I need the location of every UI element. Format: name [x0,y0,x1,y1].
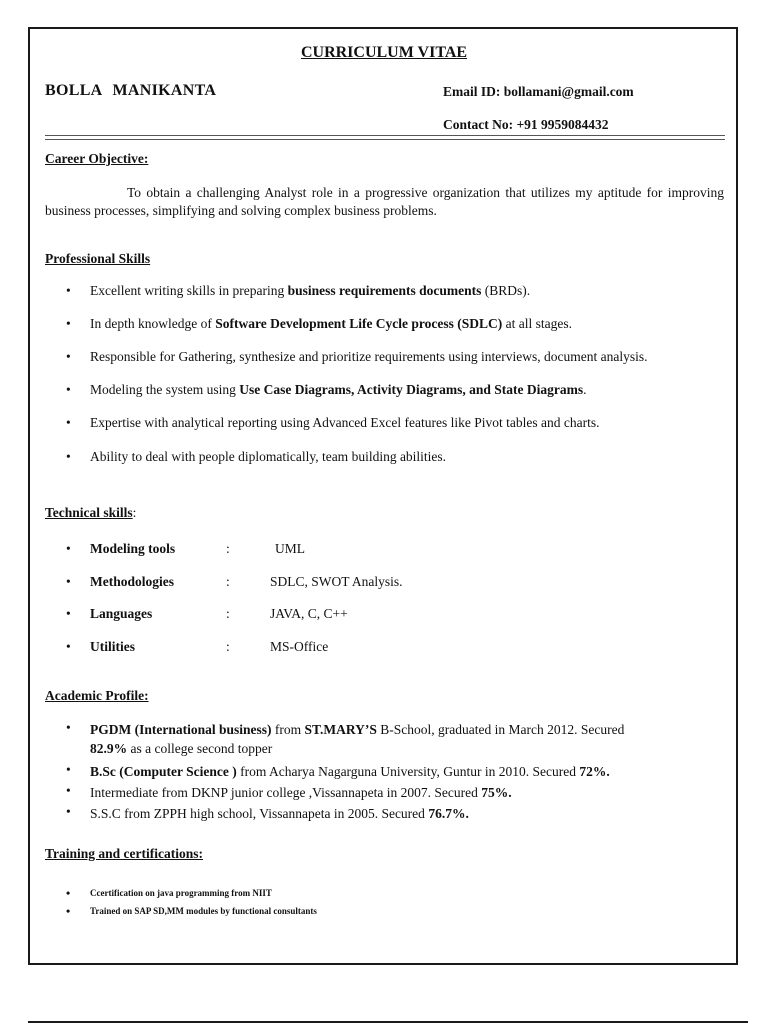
name-last: MANIKANTA [112,82,217,99]
contact-line: Contact No: +91 9959084432 [443,117,609,132]
email-line: Email ID: bollamani@gmail.com [443,84,634,99]
career-objective-body: To obtain a challenging Analyst role in a progressive organization that utilizes my aptitude for improving business processes, simplifying and solving complex business problems. [45,185,724,218]
document-title: CURRICULUM VITAE [300,44,468,61]
header-divider-bottom [45,139,725,140]
header-divider-top [45,135,725,136]
training-heading: Training and certifications: [45,846,203,861]
candidate-name [45,82,216,100]
technical-skills-heading: Technical skills: [45,505,137,520]
professional-skills-heading: Professional Skills [45,251,151,266]
career-objective-heading: Career Objective: [45,151,149,166]
academic-profile-heading: Academic Profile: [45,688,149,703]
next-page-border [28,1021,748,1023]
career-objective-text [45,184,724,220]
resume-page-border [28,27,738,965]
name-first: BOLLA [45,82,103,99]
